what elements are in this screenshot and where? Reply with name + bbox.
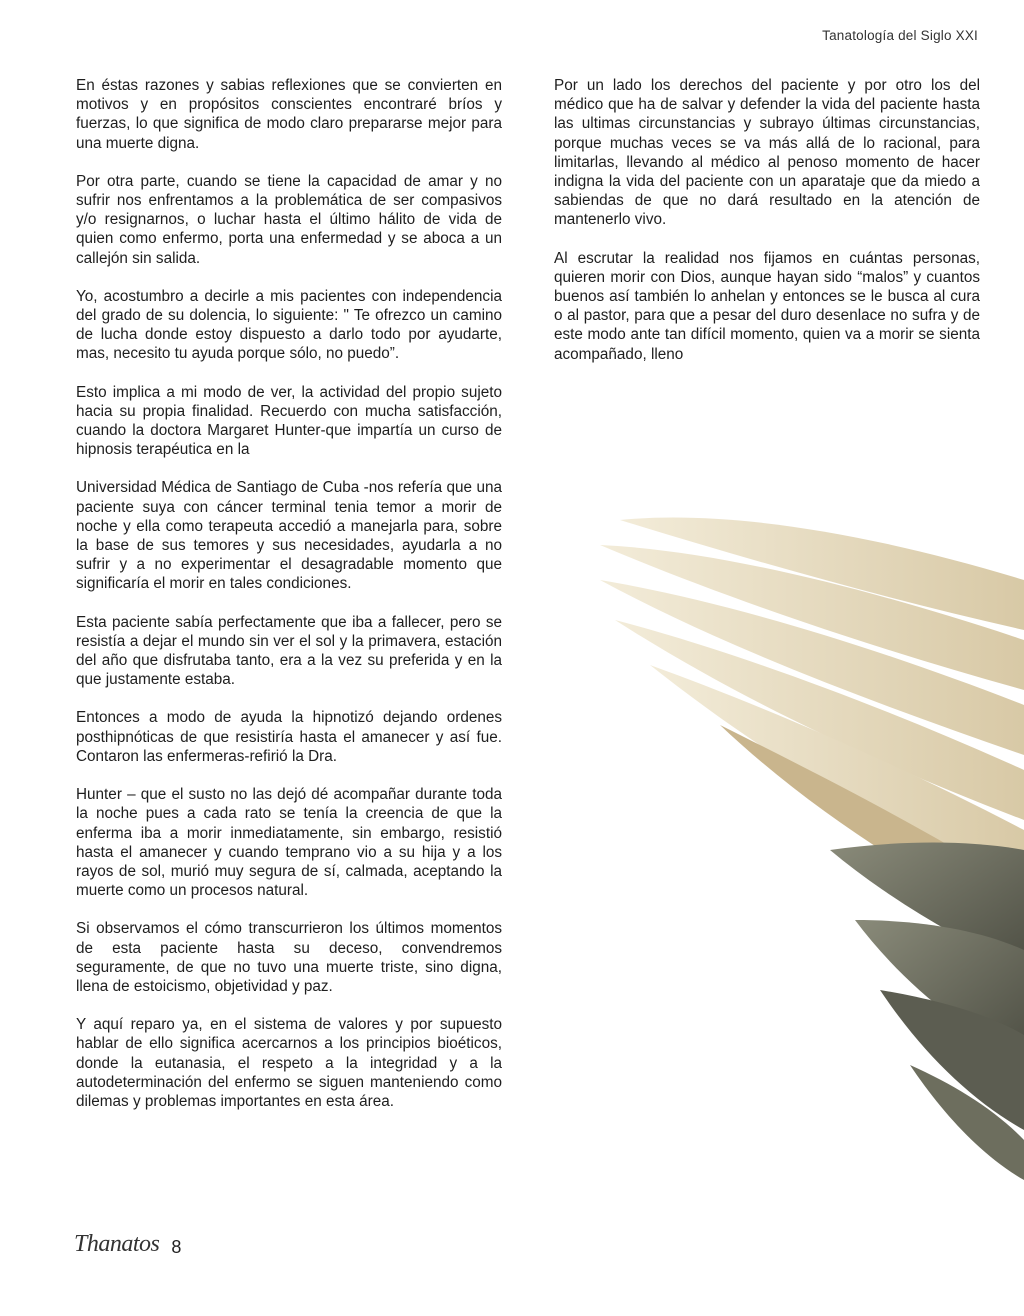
left-column	[76, 76, 502, 1130]
bird-wing-icon	[560, 490, 1024, 1190]
running-header: Tanatología del Siglo XXI	[822, 28, 978, 43]
paragraph: Esta paciente sabía perfectamente que iba a fallecer, pero se resistía a dejar el mundo sin ver el sol y la primavera, estación del año que disfrutaba tanto, era a la vez su preferida y en la que justamente estaba.	[76, 613, 502, 689]
magazine-logo: Thanatos	[74, 1231, 160, 1257]
paragraph: Si observamos el cómo transcurrieron los últimos momentos de esta paciente hasta su deceso, convendremos seguramente, de que no tuvo una muerte triste, sino digna, llena de estoicismo, objetividad y paz.	[76, 920, 502, 995]
paragraph: En éstas razones y sabias reflexiones que se convierten en motivos y en propósitos conscientes encontraré bríos y fuerzas, lo que significa de modo claro prepararse mejor para una muerte digna.	[76, 77, 502, 152]
page-number: 8	[171, 1237, 182, 1257]
paragraph: Por un lado los derechos del paciente y por otro los del médico que ha de salvar y defender la vida del paciente hasta las ultimas circunstancias y subrayo últimas circunstancias, porque muchas veces se va más allá de lo racional, para limitarlas, llevando al médico al penoso momento de hacer indigna la vida del paciente con un aparataje que da miedo a sabiendas de que no dará resultado en la atención de mantenerlo vivo.	[554, 77, 980, 229]
paragraph: Universidad Médica de Santiago de Cuba -nos refería que una paciente suya con cáncer terminal tenia temor a morir de noche y ella como terapeuta accedió a manejarla para, sobre la base de sus temores y sus necesidades, ayudarla a no sufrir y a no experimentar el desagradable momento que significaría el morir en tales condiciones.	[76, 479, 502, 593]
paragraph: Al escrutar la realidad nos fijamos en cuántas personas, quieren morir con Dios, aunque hayan sido “malos” y cuantos buenos así también lo anhelan y entonces se le busca al cura o al pastor, para que a pesar del duro desenlace no sufra y de este modo ante tan difícil momento, quien va a morir se sienta acompañado, lleno	[554, 249, 980, 363]
paragraph: Por otra parte, cuando se tiene la capacidad de amar y no sufrir nos enfrentamos a la problemática de ser compasivos y/o resignarnos, o luchar hasta el último hálito de vida de quien como enfermo, porta una enfermedad y se aboca a un callejón sin salida.	[76, 172, 502, 267]
paragraph: Hunter – que el susto no las dejó dé acompañar durante toda la noche pues a cada rato se tenía la creencia de que la enferma iba a morir inmediatamente, sin embargo, resistió hasta el amanecer y cuando temprano vio a su hija y a los rayos de sol, murió muy segura de sí, calmada, aceptando la muerte como un procesos natural.	[76, 786, 502, 900]
paragraph: Y aquí reparo ya, en el sistema de valores y por supuesto hablar de ello significa acercarnos a los principios bioéticos, donde la eutanasia, el respeto a la integridad y a la autodeterminación del enfermo se siguen manteniendo como dilemas y problemas importantes en esta área.	[76, 1016, 502, 1110]
paragraph: Yo, acostumbro a decirle a mis pacientes con independencia del grado de su dolencia, lo siguiente: " Te ofrezco un camino de lucha donde estoy dispuesto a darlo todo por ayudarte, mas, necesito tu ayuda porque sólo, no puedo”.	[76, 287, 502, 363]
paragraph: Entonces a modo de ayuda la hipnotizó dejando ordenes posthipnóticas de que resistiría hasta el amanecer y así fue. Contaron las enfermeras-refirió la Dra.	[76, 709, 502, 765]
paragraph: Esto implica a mi modo de ver, la actividad del propio sujeto hacia su propia finalidad. Recuerdo con mucha satisfacción, cuando la doctora Margaret Hunter-que impartía un curso de hipnosis terapéutica en la	[76, 383, 502, 459]
footer	[74, 1228, 181, 1258]
right-column	[554, 76, 980, 383]
